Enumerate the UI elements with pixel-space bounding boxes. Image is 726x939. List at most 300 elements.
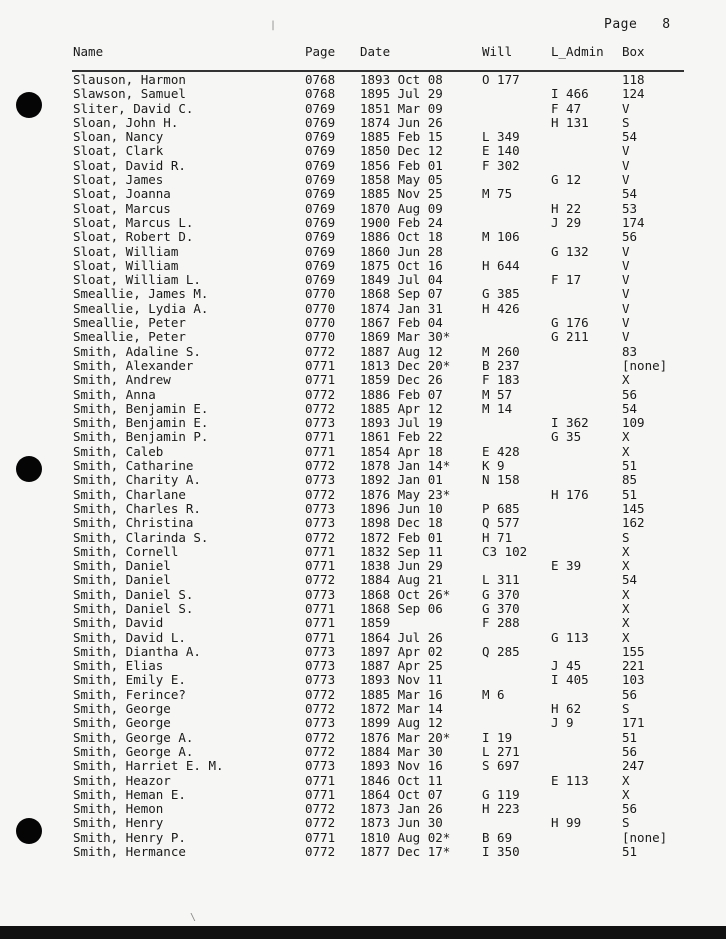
cell-date: 1856 Feb 01 bbox=[360, 157, 443, 173]
cell-date: 1864 Jul 26 bbox=[360, 629, 443, 645]
cell-will: O 177 bbox=[482, 72, 520, 87]
cell-will: B 237 bbox=[482, 357, 520, 373]
cell-date: 1846 Oct 11 bbox=[360, 772, 443, 788]
cell-will: M 260 bbox=[482, 343, 520, 359]
cell-name: Sloat, William bbox=[73, 243, 179, 259]
cell-page: 0773 bbox=[305, 715, 336, 731]
cell-box: V bbox=[622, 100, 630, 116]
cell-name: Smeallie, Lydia A. bbox=[73, 300, 209, 316]
cell-date: 1872 Mar 14 bbox=[360, 701, 443, 717]
header-box: Box bbox=[622, 44, 645, 59]
table-row bbox=[0, 788, 726, 802]
cell-page: 0771 bbox=[305, 829, 336, 845]
cell-admin: J 9 bbox=[551, 715, 574, 731]
cell-box: V bbox=[622, 329, 630, 345]
table-row bbox=[0, 373, 726, 387]
cell-box: 51 bbox=[622, 486, 638, 502]
cell-date: 1874 Jan 31 bbox=[360, 300, 443, 316]
cell-name: Smith, Benjamin P. bbox=[73, 429, 209, 445]
cell-will: M 106 bbox=[482, 229, 520, 245]
cell-date: 1868 Sep 07 bbox=[360, 286, 443, 302]
cell-will: F 302 bbox=[482, 157, 520, 173]
cell-box: 124 bbox=[622, 86, 645, 102]
table-row bbox=[0, 531, 726, 545]
table-row bbox=[0, 273, 726, 287]
table-row bbox=[0, 473, 726, 487]
cell-box: S bbox=[622, 114, 630, 130]
cell-box: V bbox=[622, 172, 630, 188]
table-row bbox=[0, 345, 726, 359]
cell-date: 1895 Jul 29 bbox=[360, 86, 443, 102]
cell-page: 0772 bbox=[305, 343, 336, 359]
cell-box: V bbox=[622, 272, 630, 288]
cell-date: 1876 Mar 20* bbox=[360, 729, 451, 745]
cell-page: 0772 bbox=[305, 815, 336, 831]
cell-page: 0772 bbox=[305, 729, 336, 745]
punch-hole bbox=[16, 818, 42, 844]
punch-hole bbox=[16, 92, 42, 118]
table-row bbox=[0, 230, 726, 244]
cell-page: 0773 bbox=[305, 758, 336, 774]
cell-date: 1899 Aug 12 bbox=[360, 715, 443, 731]
cell-date: 1850 Dec 12 bbox=[360, 143, 443, 159]
cell-date: 1893 Nov 11 bbox=[360, 672, 443, 688]
table-row bbox=[0, 731, 726, 745]
cell-date: 1893 Jul 19 bbox=[360, 415, 443, 431]
cell-name: Smeallie, James M. bbox=[73, 286, 209, 302]
cell-name: Smith, Daniel S. bbox=[73, 600, 194, 616]
table-row bbox=[0, 359, 726, 373]
cell-box: X bbox=[622, 600, 630, 616]
cell-box: [none] bbox=[622, 357, 668, 373]
cell-box: S bbox=[622, 815, 630, 831]
table-row bbox=[0, 216, 726, 230]
cell-name: Sloat, Marcus L. bbox=[73, 214, 194, 230]
cell-page: 0769 bbox=[305, 186, 336, 202]
table-row bbox=[0, 87, 726, 101]
cell-page: 0772 bbox=[305, 844, 336, 860]
cell-box: V bbox=[622, 315, 630, 331]
cell-admin: H 99 bbox=[551, 815, 582, 831]
cell-name: Smith, Christina bbox=[73, 515, 194, 531]
cell-box: 103 bbox=[622, 672, 645, 688]
cell-admin: H 131 bbox=[551, 114, 589, 130]
cell-name: Smith, Hermance bbox=[73, 844, 186, 860]
cell-page: 0769 bbox=[305, 200, 336, 216]
cell-admin: F 17 bbox=[551, 272, 582, 288]
cell-name: Smith, Clarinda S. bbox=[73, 529, 209, 545]
cell-page: 0771 bbox=[305, 786, 336, 802]
cell-admin: H 62 bbox=[551, 701, 582, 717]
cell-date: 1893 Oct 08 bbox=[360, 72, 443, 87]
cell-page: 0768 bbox=[305, 72, 336, 87]
table-row bbox=[0, 159, 726, 173]
cell-name: Sloat, William bbox=[73, 257, 179, 273]
cell-name: Smith, George bbox=[73, 715, 171, 731]
table-row bbox=[0, 302, 726, 316]
table-row bbox=[0, 831, 726, 845]
cell-date: 1885 Feb 15 bbox=[360, 129, 443, 145]
table-row bbox=[0, 716, 726, 730]
cell-page: 0770 bbox=[305, 315, 336, 331]
cell-admin: G 176 bbox=[551, 315, 589, 331]
cell-page: 0771 bbox=[305, 357, 336, 373]
cell-date: 1896 Jun 10 bbox=[360, 500, 443, 516]
cell-name: Smith, Caleb bbox=[73, 443, 164, 459]
punch-hole bbox=[16, 456, 42, 482]
cell-page: 0772 bbox=[305, 386, 336, 402]
cell-name: Smith, Heman E. bbox=[73, 786, 186, 802]
table-row bbox=[0, 573, 726, 587]
cell-page: 0769 bbox=[305, 272, 336, 288]
cell-date: 1898 Dec 18 bbox=[360, 515, 443, 531]
cell-page: 0768 bbox=[305, 86, 336, 102]
cell-page: 0772 bbox=[305, 572, 336, 588]
cell-name: Smith, Andrew bbox=[73, 372, 171, 388]
table-row bbox=[0, 602, 726, 616]
cell-date: 1849 Jul 04 bbox=[360, 272, 443, 288]
page-number-label bbox=[604, 17, 671, 32]
cell-date: 1810 Aug 02* bbox=[360, 829, 451, 845]
cell-name: Smith, Catharine bbox=[73, 458, 194, 474]
cell-box: 54 bbox=[622, 400, 638, 416]
table-row bbox=[0, 588, 726, 602]
cell-date: 1838 Jun 29 bbox=[360, 558, 443, 574]
cell-box: 56 bbox=[622, 801, 638, 817]
cell-box: 85 bbox=[622, 472, 638, 488]
cell-admin: I 466 bbox=[551, 86, 589, 102]
cell-box: 51 bbox=[622, 844, 638, 860]
cell-page: 0769 bbox=[305, 129, 336, 145]
table-row bbox=[0, 845, 726, 859]
cell-page: 0769 bbox=[305, 214, 336, 230]
cell-box: X bbox=[622, 558, 630, 574]
cell-date: 1832 Sep 11 bbox=[360, 543, 443, 559]
table-row bbox=[0, 130, 726, 144]
cell-date: 1884 Mar 30 bbox=[360, 743, 443, 759]
cell-page: 0772 bbox=[305, 529, 336, 545]
table-row bbox=[0, 173, 726, 187]
cell-date: 1893 Nov 16 bbox=[360, 758, 443, 774]
cell-box: 56 bbox=[622, 686, 638, 702]
cell-name: Smeallie, Peter bbox=[73, 329, 186, 345]
cell-box: 171 bbox=[622, 715, 645, 731]
table-row bbox=[0, 559, 726, 573]
cell-name: Smith, Harriet E. M. bbox=[73, 758, 224, 774]
table-row bbox=[0, 416, 726, 430]
cell-will: H 223 bbox=[482, 801, 520, 817]
cell-date: 1864 Oct 07 bbox=[360, 786, 443, 802]
table-row bbox=[0, 388, 726, 402]
cell-name: Sloat, James bbox=[73, 172, 164, 188]
cell-page: 0772 bbox=[305, 801, 336, 817]
table-row bbox=[0, 259, 726, 273]
cell-date: 1858 May 05 bbox=[360, 172, 443, 188]
cell-will: G 119 bbox=[482, 786, 520, 802]
table-row bbox=[0, 102, 726, 116]
cell-date: 1886 Feb 07 bbox=[360, 386, 443, 402]
header-name: Name bbox=[73, 44, 104, 59]
cell-box: V bbox=[622, 286, 630, 302]
cell-will: Q 285 bbox=[482, 643, 520, 659]
cell-will: G 385 bbox=[482, 286, 520, 302]
cell-name: Smith, Charlane bbox=[73, 486, 186, 502]
index-table bbox=[0, 73, 726, 859]
cell-date: 1860 Jun 28 bbox=[360, 243, 443, 259]
cell-date: 1868 Oct 26* bbox=[360, 586, 451, 602]
cell-page: 0769 bbox=[305, 257, 336, 273]
cell-admin: G 12 bbox=[551, 172, 582, 188]
cell-box: 118 bbox=[622, 72, 645, 87]
cell-page: 0771 bbox=[305, 443, 336, 459]
cell-date: 1875 Oct 16 bbox=[360, 257, 443, 273]
cell-box: 247 bbox=[622, 758, 645, 774]
cell-page: 0769 bbox=[305, 143, 336, 159]
cell-page: 0772 bbox=[305, 686, 336, 702]
cell-name: Smith, Charles R. bbox=[73, 500, 201, 516]
cell-will: Q 577 bbox=[482, 515, 520, 531]
cell-name: Smith, Henry P. bbox=[73, 829, 186, 845]
cell-name: Smith, Hemon bbox=[73, 801, 164, 817]
table-row bbox=[0, 144, 726, 158]
table-row bbox=[0, 745, 726, 759]
cell-will: S 697 bbox=[482, 758, 520, 774]
cell-box: 83 bbox=[622, 343, 638, 359]
cell-admin: F 47 bbox=[551, 100, 582, 116]
cell-page: 0770 bbox=[305, 329, 336, 345]
cell-name: Sloat, Robert D. bbox=[73, 229, 194, 245]
cell-box: V bbox=[622, 257, 630, 273]
cell-box: 56 bbox=[622, 386, 638, 402]
cell-date: 1873 Jan 26 bbox=[360, 801, 443, 817]
cell-name: Smith, Daniel S. bbox=[73, 586, 194, 602]
cell-box: X bbox=[622, 543, 630, 559]
cell-name: Smith, Ferince? bbox=[73, 686, 186, 702]
cell-admin: H 176 bbox=[551, 486, 589, 502]
cell-name: Smith, Henry bbox=[73, 815, 164, 831]
cell-page: 0770 bbox=[305, 286, 336, 302]
cell-page: 0771 bbox=[305, 558, 336, 574]
cell-page: 0771 bbox=[305, 629, 336, 645]
table-row bbox=[0, 802, 726, 816]
cell-admin: G 113 bbox=[551, 629, 589, 645]
cell-admin: J 45 bbox=[551, 658, 582, 674]
cell-date: 1887 Aug 12 bbox=[360, 343, 443, 359]
table-row bbox=[0, 759, 726, 773]
cell-box: X bbox=[622, 443, 630, 459]
cell-name: Smith, David L. bbox=[73, 629, 186, 645]
cell-box: V bbox=[622, 300, 630, 316]
cell-box: 109 bbox=[622, 415, 645, 431]
cell-name: Sloat, William L. bbox=[73, 272, 201, 288]
cell-page: 0769 bbox=[305, 243, 336, 259]
cell-name: Smith, Benjamin E. bbox=[73, 400, 209, 416]
cell-name: Smith, Alexander bbox=[73, 357, 194, 373]
header-date: Date bbox=[360, 44, 391, 59]
cell-name: Smith, David bbox=[73, 615, 164, 631]
scan-edge bbox=[0, 926, 726, 939]
cell-admin: G 35 bbox=[551, 429, 582, 445]
table-row bbox=[0, 202, 726, 216]
cell-box: V bbox=[622, 143, 630, 159]
cell-admin: G 132 bbox=[551, 243, 589, 259]
cell-page: 0773 bbox=[305, 586, 336, 602]
cell-will: M 57 bbox=[482, 386, 513, 402]
cell-admin: J 29 bbox=[551, 214, 582, 230]
cell-page: 0769 bbox=[305, 229, 336, 245]
cell-will: G 370 bbox=[482, 586, 520, 602]
table-row bbox=[0, 73, 726, 87]
cell-page: 0773 bbox=[305, 472, 336, 488]
cell-name: Smith, Heazor bbox=[73, 772, 171, 788]
cell-name: Sloat, David R. bbox=[73, 157, 186, 173]
cell-name: Smith, Diantha A. bbox=[73, 643, 201, 659]
table-row bbox=[0, 445, 726, 459]
table-row bbox=[0, 287, 726, 301]
cell-date: 1878 Jan 14* bbox=[360, 458, 451, 474]
table-row bbox=[0, 702, 726, 716]
scan-mark: \ bbox=[190, 912, 197, 923]
cell-page: 0772 bbox=[305, 486, 336, 502]
cell-will: G 370 bbox=[482, 600, 520, 616]
cell-box: 54 bbox=[622, 186, 638, 202]
cell-will: L 349 bbox=[482, 129, 520, 145]
cell-page: 0773 bbox=[305, 415, 336, 431]
cell-will: L 271 bbox=[482, 743, 520, 759]
cell-will: M 14 bbox=[482, 400, 513, 416]
cell-admin: I 362 bbox=[551, 415, 589, 431]
header-page: Page bbox=[305, 44, 336, 59]
cell-box: V bbox=[622, 243, 630, 259]
cell-page: 0773 bbox=[305, 658, 336, 674]
table-row bbox=[0, 430, 726, 444]
cell-admin: H 22 bbox=[551, 200, 582, 216]
cell-page: 0770 bbox=[305, 300, 336, 316]
cell-date: 1869 Mar 30* bbox=[360, 329, 451, 345]
cell-box: S bbox=[622, 529, 630, 545]
cell-date: 1870 Aug 09 bbox=[360, 200, 443, 216]
table-row bbox=[0, 316, 726, 330]
cell-date: 1854 Apr 18 bbox=[360, 443, 443, 459]
cell-box: 54 bbox=[622, 129, 638, 145]
cell-will: C3 102 bbox=[482, 543, 528, 559]
cell-box: X bbox=[622, 372, 630, 388]
cell-admin: G 211 bbox=[551, 329, 589, 345]
cell-page: 0773 bbox=[305, 672, 336, 688]
cell-name: Smeallie, Peter bbox=[73, 315, 186, 331]
table-row bbox=[0, 616, 726, 630]
cell-name: Smith, Benjamin E. bbox=[73, 415, 209, 431]
cell-box: 155 bbox=[622, 643, 645, 659]
cell-box: 56 bbox=[622, 743, 638, 759]
cell-page: 0771 bbox=[305, 543, 336, 559]
cell-page: 0771 bbox=[305, 615, 336, 631]
cell-will: L 311 bbox=[482, 572, 520, 588]
cell-date: 1892 Jan 01 bbox=[360, 472, 443, 488]
cell-name: Sloat, Marcus bbox=[73, 200, 171, 216]
cell-admin: I 405 bbox=[551, 672, 589, 688]
cell-date: 1886 Oct 18 bbox=[360, 229, 443, 245]
cell-date: 1813 Dec 20* bbox=[360, 357, 451, 373]
cell-page: 0769 bbox=[305, 100, 336, 116]
cell-date: 1897 Apr 02 bbox=[360, 643, 443, 659]
cell-box: 145 bbox=[622, 500, 645, 516]
cell-page: 0771 bbox=[305, 600, 336, 616]
cell-date: 1851 Mar 09 bbox=[360, 100, 443, 116]
cell-date: 1872 Feb 01 bbox=[360, 529, 443, 545]
cell-date: 1885 Nov 25 bbox=[360, 186, 443, 202]
cell-page: 0773 bbox=[305, 500, 336, 516]
cell-box: X bbox=[622, 786, 630, 802]
cell-will: N 158 bbox=[482, 472, 520, 488]
cell-page: 0769 bbox=[305, 157, 336, 173]
cell-name: Sloan, Nancy bbox=[73, 129, 164, 145]
page-number: 8 bbox=[662, 17, 671, 32]
cell-name: Smith, George A. bbox=[73, 729, 194, 745]
cell-will: M 6 bbox=[482, 686, 505, 702]
cell-will: H 426 bbox=[482, 300, 520, 316]
cell-page: 0772 bbox=[305, 458, 336, 474]
cell-name: Smith, George bbox=[73, 701, 171, 717]
cell-box: X bbox=[622, 429, 630, 445]
cell-page: 0771 bbox=[305, 429, 336, 445]
cell-date: 1859 bbox=[360, 615, 391, 631]
cell-name: Smith, George A. bbox=[73, 743, 194, 759]
scan-mark: | bbox=[270, 20, 277, 31]
cell-name: Sloat, Clark bbox=[73, 143, 164, 159]
cell-page: 0772 bbox=[305, 743, 336, 759]
table-row bbox=[0, 187, 726, 201]
cell-date: 1900 Feb 24 bbox=[360, 214, 443, 230]
cell-page: 0772 bbox=[305, 701, 336, 717]
cell-box: X bbox=[622, 629, 630, 645]
table-row bbox=[0, 516, 726, 530]
cell-will: B 69 bbox=[482, 829, 513, 845]
cell-will: P 685 bbox=[482, 500, 520, 516]
cell-will: I 19 bbox=[482, 729, 513, 745]
table-row bbox=[0, 245, 726, 259]
table-row bbox=[0, 816, 726, 830]
table-row bbox=[0, 402, 726, 416]
cell-box: 162 bbox=[622, 515, 645, 531]
table-row bbox=[0, 488, 726, 502]
cell-page: 0773 bbox=[305, 515, 336, 531]
table-row bbox=[0, 774, 726, 788]
cell-will: E 140 bbox=[482, 143, 520, 159]
table-row bbox=[0, 459, 726, 473]
cell-admin: E 39 bbox=[551, 558, 582, 574]
cell-box: 174 bbox=[622, 214, 645, 230]
cell-name: Smith, Cornell bbox=[73, 543, 179, 559]
cell-page: 0771 bbox=[305, 372, 336, 388]
cell-box: V bbox=[622, 157, 630, 173]
cell-box: 53 bbox=[622, 200, 638, 216]
cell-date: 1884 Aug 21 bbox=[360, 572, 443, 588]
table-row bbox=[0, 673, 726, 687]
cell-will: H 644 bbox=[482, 257, 520, 273]
cell-will: I 350 bbox=[482, 844, 520, 860]
cell-will: M 75 bbox=[482, 186, 513, 202]
table-row bbox=[0, 659, 726, 673]
cell-box: 54 bbox=[622, 572, 638, 588]
cell-name: Smith, Emily E. bbox=[73, 672, 186, 688]
cell-name: Slauson, Harmon bbox=[73, 72, 186, 87]
cell-name: Sloan, John H. bbox=[73, 114, 179, 130]
cell-box: X bbox=[622, 772, 630, 788]
table-row bbox=[0, 502, 726, 516]
cell-date: 1877 Dec 17* bbox=[360, 844, 451, 860]
cell-name: Sloat, Joanna bbox=[73, 186, 171, 202]
